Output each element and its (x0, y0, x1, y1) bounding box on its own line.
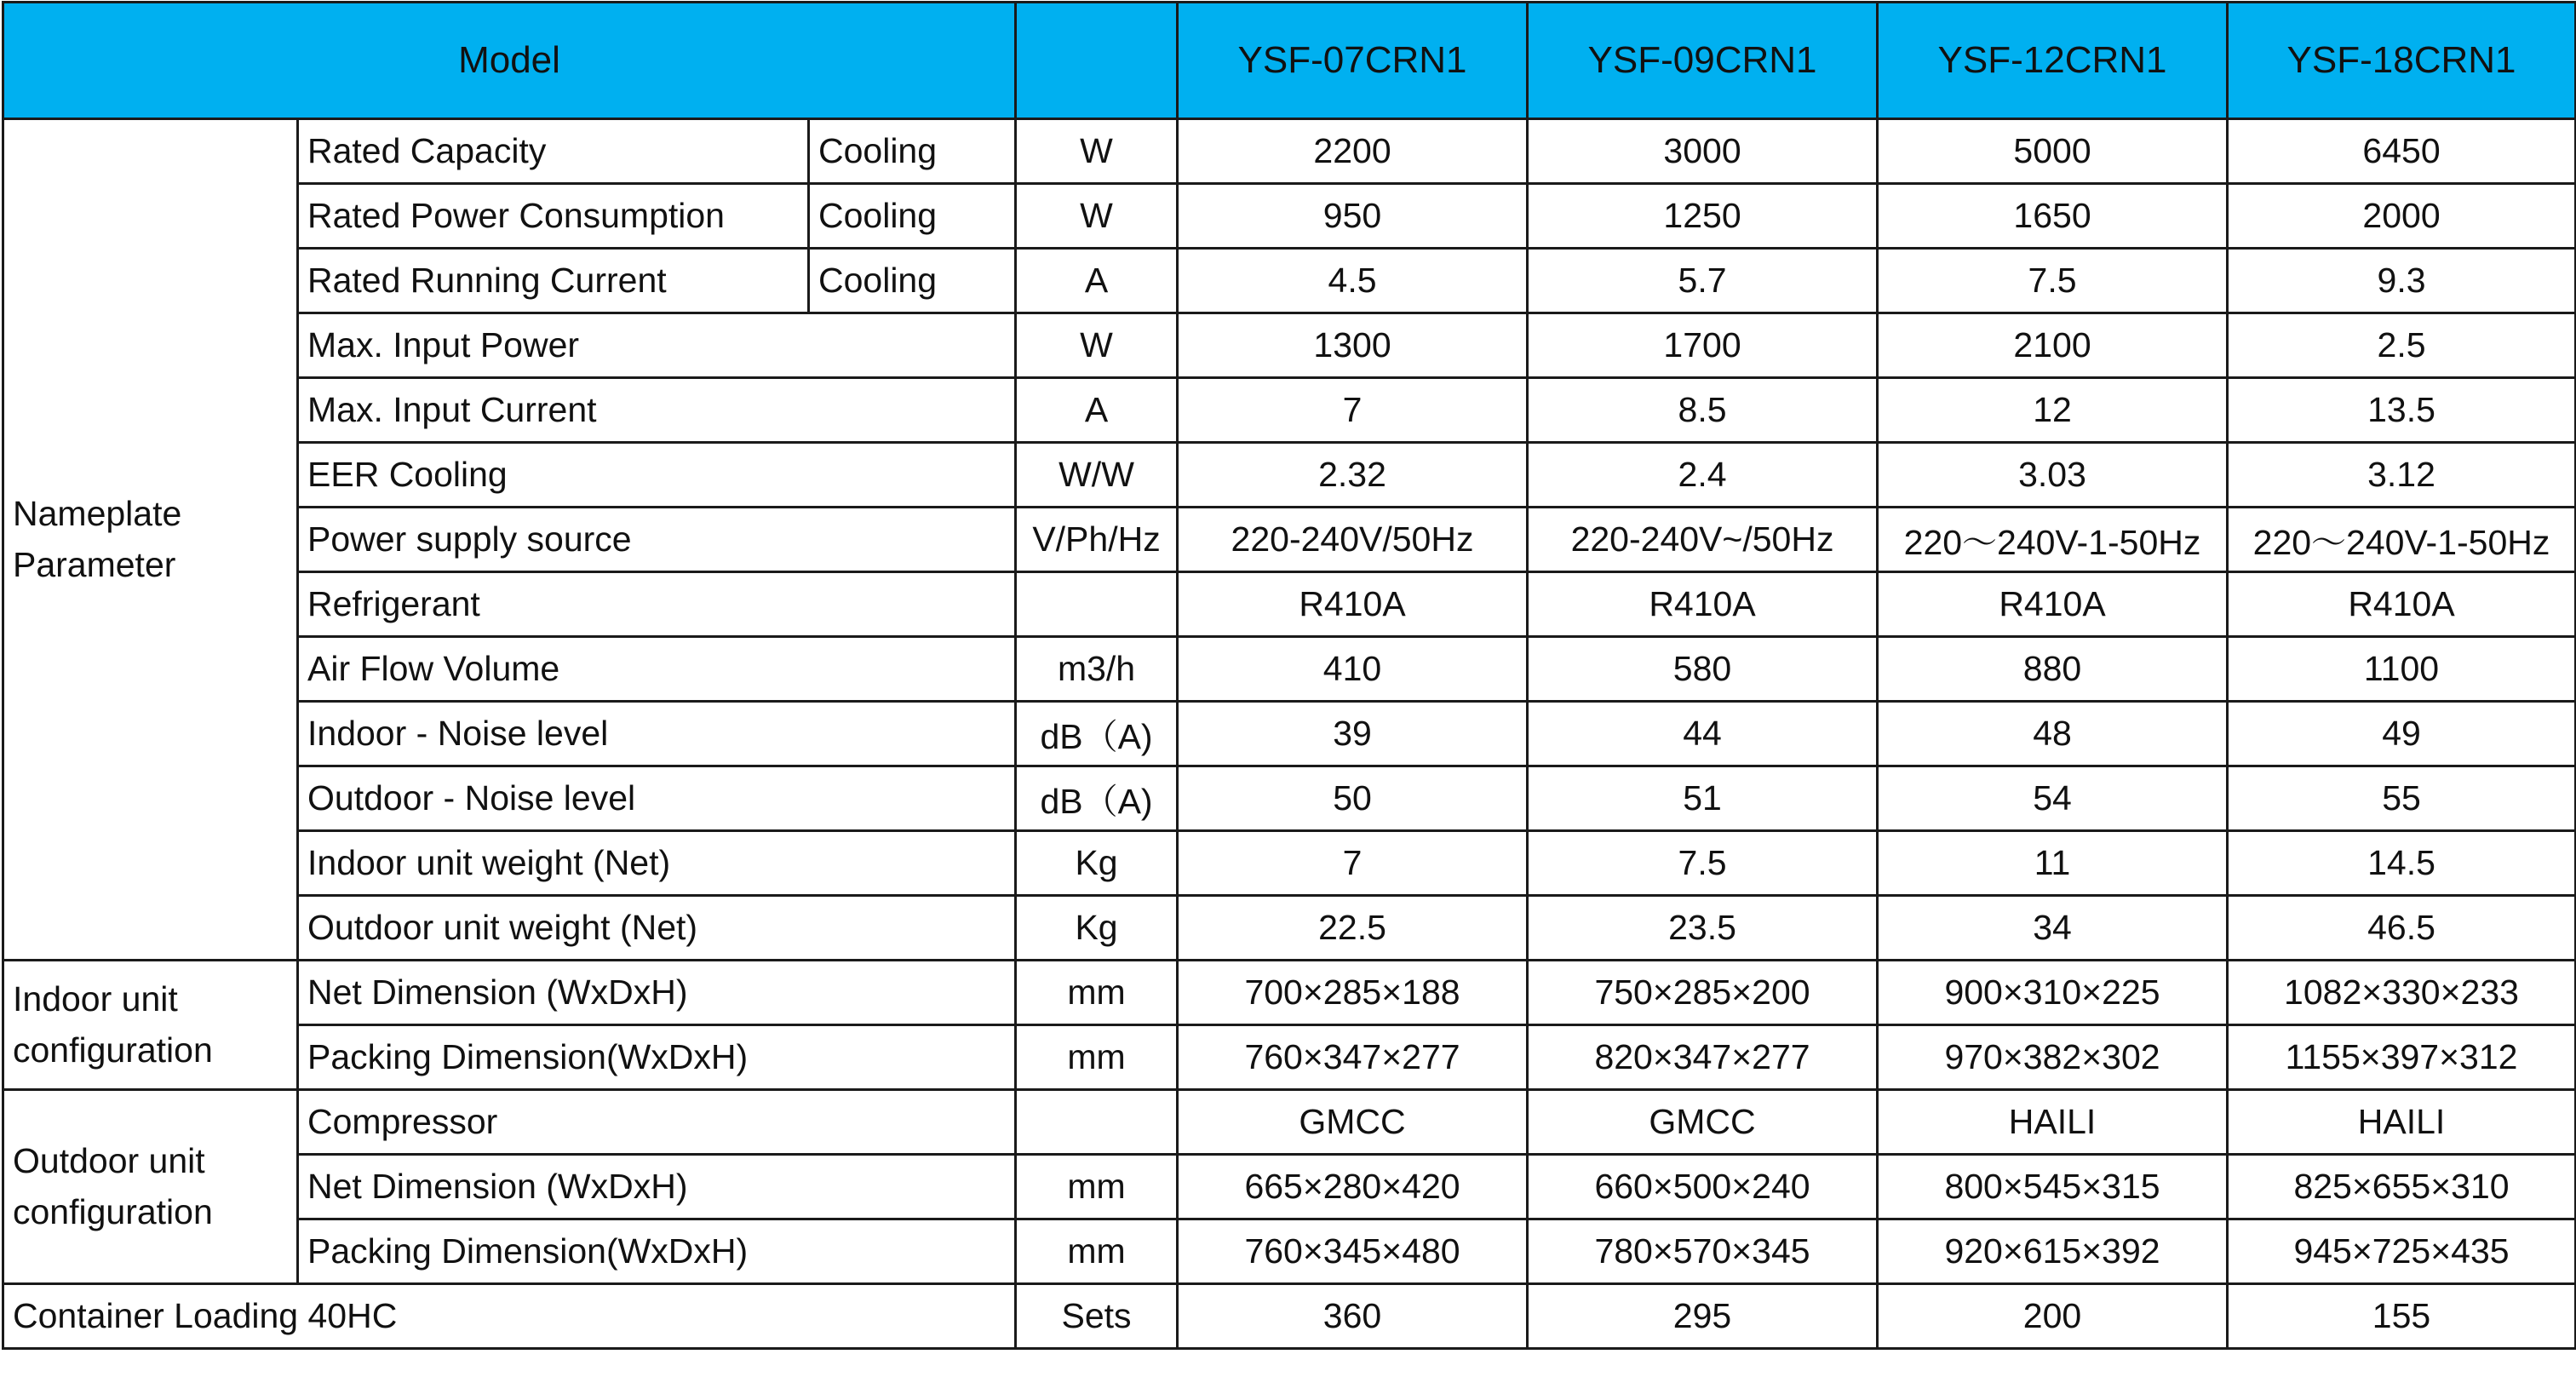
value-cell: 5.7 (1528, 249, 1878, 313)
value-cell: 220-240V~/50Hz (1528, 508, 1878, 572)
unit-cell: V/Ph/Hz (1016, 508, 1178, 572)
value-cell: 1700 (1528, 313, 1878, 378)
param-label: Max. Input Power (298, 313, 1016, 378)
param-label: Air Flow Volume (298, 637, 1016, 702)
value-cell: 950 (1178, 184, 1528, 249)
table-row (3, 443, 2576, 508)
value-cell: 46.5 (2228, 896, 2576, 961)
table-row (3, 313, 2576, 378)
value-cell: HAILI (1878, 1090, 2228, 1155)
value-cell: 220～240V-1-50Hz (2228, 508, 2576, 572)
header-row (3, 3, 2576, 119)
value-cell: 14.5 (2228, 831, 2576, 896)
table-row (3, 1025, 2576, 1090)
unit-cell: W (1016, 119, 1178, 184)
value-cell: 2100 (1878, 313, 2228, 378)
table-row (3, 572, 2576, 637)
unit-cell: mm (1016, 1155, 1178, 1219)
unit-cell: mm (1016, 1025, 1178, 1090)
value-cell: 54 (1878, 766, 2228, 831)
value-cell: 48 (1878, 702, 2228, 766)
param-label: Packing Dimension(WxDxH) (298, 1025, 1016, 1090)
value-cell: 220-240V/50Hz (1178, 508, 1528, 572)
param-label: Outdoor - Noise level (298, 766, 1016, 831)
value-cell: 5000 (1878, 119, 2228, 184)
value-cell: 7.5 (1878, 249, 2228, 313)
param-sub-label: Cooling (809, 119, 1016, 184)
value-cell: 3.03 (1878, 443, 2228, 508)
value-cell: 13.5 (2228, 378, 2576, 443)
param-label: Net Dimension (WxDxH) (298, 1155, 1016, 1219)
table-row (3, 896, 2576, 961)
table-row (3, 1284, 2576, 1349)
value-cell: 920×615×392 (1878, 1219, 2228, 1284)
spec-table (2, 1, 2576, 1350)
value-cell: 23.5 (1528, 896, 1878, 961)
value-cell: 2.4 (1528, 443, 1878, 508)
value-cell: 700×285×188 (1178, 961, 1528, 1025)
header-model-name: YSF-07CRN1 (1178, 3, 1528, 119)
value-cell: 7 (1178, 831, 1528, 896)
table-row (3, 766, 2576, 831)
table-row (3, 378, 2576, 443)
value-cell: 360 (1178, 1284, 1528, 1349)
value-cell: 880 (1878, 637, 2228, 702)
value-cell: 55 (2228, 766, 2576, 831)
value-cell: R410A (2228, 572, 2576, 637)
unit-cell (1016, 572, 1178, 637)
unit-cell: W/W (1016, 443, 1178, 508)
value-cell: 4.5 (1178, 249, 1528, 313)
param-sub-label: Cooling (809, 249, 1016, 313)
param-sub-label: Cooling (809, 184, 1016, 249)
value-cell: 50 (1178, 766, 1528, 831)
param-label: Compressor (298, 1090, 1016, 1155)
table-row (3, 961, 2576, 1025)
value-cell: 7.5 (1528, 831, 1878, 896)
param-label: Rated Running Current (298, 249, 809, 313)
value-cell: 49 (2228, 702, 2576, 766)
value-cell: 1300 (1178, 313, 1528, 378)
value-cell: R410A (1528, 572, 1878, 637)
value-cell: 7 (1178, 378, 1528, 443)
table-row (3, 1090, 2576, 1155)
param-label: Outdoor unit weight (Net) (298, 896, 1016, 961)
param-label: Refrigerant (298, 572, 1016, 637)
unit-cell: dB（A) (1016, 702, 1178, 766)
param-label: Indoor unit weight (Net) (298, 831, 1016, 896)
header-unit-blank (1016, 3, 1178, 119)
unit-cell: Kg (1016, 831, 1178, 896)
unit-cell: Sets (1016, 1284, 1178, 1349)
unit-cell: m3/h (1016, 637, 1178, 702)
value-cell: 51 (1528, 766, 1878, 831)
table-row (3, 1219, 2576, 1284)
value-cell: GMCC (1178, 1090, 1528, 1155)
value-cell: R410A (1878, 572, 2228, 637)
value-cell: 900×310×225 (1878, 961, 2228, 1025)
value-cell: 12 (1878, 378, 2228, 443)
param-label: EER Cooling (298, 443, 1016, 508)
value-cell: 780×570×345 (1528, 1219, 1878, 1284)
value-cell: 2.5 (2228, 313, 2576, 378)
group-label-outdoor: Outdoor unit configuration (3, 1090, 298, 1284)
group-label-nameplate: Nameplate Parameter (3, 119, 298, 961)
header-model-name: YSF-09CRN1 (1528, 3, 1878, 119)
param-label: Packing Dimension(WxDxH) (298, 1219, 1016, 1284)
value-cell: 760×345×480 (1178, 1219, 1528, 1284)
value-cell: GMCC (1528, 1090, 1878, 1155)
value-cell: 1250 (1528, 184, 1878, 249)
param-label: Power supply source (298, 508, 1016, 572)
value-cell: 39 (1178, 702, 1528, 766)
header-model-name: YSF-12CRN1 (1878, 3, 2228, 119)
value-cell: 750×285×200 (1528, 961, 1878, 1025)
unit-cell: A (1016, 249, 1178, 313)
param-label: Max. Input Current (298, 378, 1016, 443)
value-cell: 945×725×435 (2228, 1219, 2576, 1284)
value-cell: 660×500×240 (1528, 1155, 1878, 1219)
unit-cell: Kg (1016, 896, 1178, 961)
spec-table-body (3, 3, 2576, 1349)
value-cell: 820×347×277 (1528, 1025, 1878, 1090)
value-cell: 3.12 (2228, 443, 2576, 508)
value-cell: 295 (1528, 1284, 1878, 1349)
group-label-indoor: Indoor unit configuration (3, 961, 298, 1090)
table-row (3, 1155, 2576, 1219)
value-cell: 410 (1178, 637, 1528, 702)
table-row (3, 637, 2576, 702)
value-cell: 3000 (1528, 119, 1878, 184)
value-cell: 760×347×277 (1178, 1025, 1528, 1090)
value-cell: 2.32 (1178, 443, 1528, 508)
value-cell: 11 (1878, 831, 2228, 896)
value-cell: 44 (1528, 702, 1878, 766)
value-cell: 8.5 (1528, 378, 1878, 443)
value-cell: 2000 (2228, 184, 2576, 249)
value-cell: 6450 (2228, 119, 2576, 184)
unit-cell: mm (1016, 1219, 1178, 1284)
param-label: Net Dimension (WxDxH) (298, 961, 1016, 1025)
table-row (3, 508, 2576, 572)
value-cell: 665×280×420 (1178, 1155, 1528, 1219)
unit-cell: W (1016, 313, 1178, 378)
value-cell: 970×382×302 (1878, 1025, 2228, 1090)
value-cell: R410A (1178, 572, 1528, 637)
value-cell: 800×545×315 (1878, 1155, 2228, 1219)
value-cell: 22.5 (1178, 896, 1528, 961)
param-label: Container Loading 40HC (3, 1284, 1016, 1349)
value-cell: 34 (1878, 896, 2228, 961)
value-cell: HAILI (2228, 1090, 2576, 1155)
value-cell: 1650 (1878, 184, 2228, 249)
unit-cell: A (1016, 378, 1178, 443)
value-cell: 2200 (1178, 119, 1528, 184)
table-row (3, 119, 2576, 184)
value-cell: 580 (1528, 637, 1878, 702)
unit-cell (1016, 1090, 1178, 1155)
param-label: Indoor - Noise level (298, 702, 1016, 766)
unit-cell: W (1016, 184, 1178, 249)
unit-cell: mm (1016, 961, 1178, 1025)
value-cell: 155 (2228, 1284, 2576, 1349)
unit-cell: dB（A) (1016, 766, 1178, 831)
value-cell: 825×655×310 (2228, 1155, 2576, 1219)
param-label: Rated Capacity (298, 119, 809, 184)
table-row (3, 249, 2576, 313)
value-cell: 1100 (2228, 637, 2576, 702)
table-row (3, 702, 2576, 766)
table-row (3, 184, 2576, 249)
value-cell: 9.3 (2228, 249, 2576, 313)
table-row (3, 831, 2576, 896)
value-cell: 1082×330×233 (2228, 961, 2576, 1025)
header-model-label: Model (3, 3, 1016, 119)
header-model-name: YSF-18CRN1 (2228, 3, 2576, 119)
value-cell: 220～240V-1-50Hz (1878, 508, 2228, 572)
value-cell: 200 (1878, 1284, 2228, 1349)
param-label: Rated Power Consumption (298, 184, 809, 249)
value-cell: 1155×397×312 (2228, 1025, 2576, 1090)
